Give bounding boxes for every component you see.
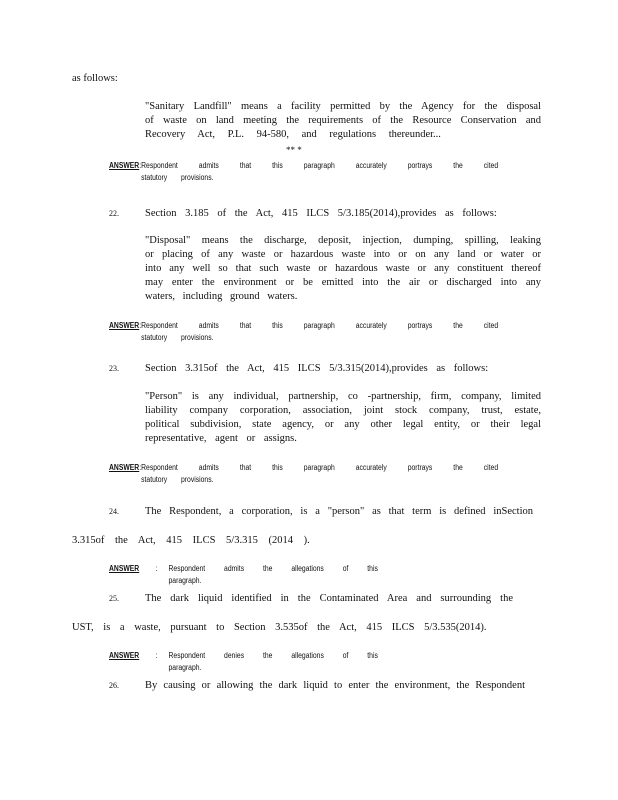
answer-block [109,563,429,587]
quote-line: Recovery Act, P.L. 94-580, and regulations thereunder... [145,129,441,140]
answer-line: Respondent admits that this paragraph accurately portrays the cited [141,463,499,472]
answer-line: statutory provisions. [141,333,214,342]
answer-text [141,160,498,184]
answer-colon: : [155,651,158,660]
quote-line: political subdivision, state agency, or any other legal entity, or their legal [145,419,541,430]
answer-line: statutory provisions. [141,173,214,182]
paragraph-number: 24. [109,507,119,516]
quote-line: liability company corporation, association, joint stock company, trust, estate, [145,405,541,416]
answer-block [109,462,529,486]
quote-line: of waste on land meeting the requirements of the Resource Conservation and [145,115,541,126]
answer-label: ANSWER [109,321,140,330]
answer-text: Respondent admits the allegations of this paragraph. [168,564,378,585]
paragraph-text: Section 3.315of the Act, 415 ILCS 5/3.315(2014),provides as follows: [145,363,489,374]
answer-colon: : [139,161,142,170]
quote-line: "Person" is any individual, partnership, co -partnership, firm, company, limited [145,391,541,402]
quote-disposal [145,234,541,304]
answer-colon: : [155,564,158,573]
quote-line: waters, including ground waters. [145,291,298,302]
intro-text: as follows: [72,73,118,84]
quote-line: into any well so that such waste or hazardous waste or any constituent thereof [145,263,541,274]
answer-line: statutory provisions. [141,475,214,484]
paragraph-text-continued: 3.315of the Act, 415 ILCS 5/3.315 (2014 ). [72,535,310,546]
answer-label: ANSWER [109,161,140,170]
answer-block [109,320,529,344]
paragraph-number: 23. [109,364,119,373]
answer-line: Respondent admits that this paragraph accurately portrays the cited [141,321,499,330]
paragraph-text: Section 3.185 of the Act, 415 ILCS 5/3.185(2014),provides as follows: [145,208,497,219]
quote-line: or placing of any waste or hazardous waste into or on any land or water or [145,249,541,260]
ellipsis-marks: ** * [286,145,302,155]
quote-sanitary-landfill [145,100,541,142]
paragraph-number: 26. [109,681,119,690]
answer-block [109,650,429,674]
answer-text: Respondent denies the allegations of this paragraph. [168,651,378,672]
paragraph-text: The dark liquid identified in the Contaminated Area and surrounding the [145,593,513,604]
answer-label: ANSWER [109,651,140,660]
answer-line: Respondent admits that this paragraph accurately portrays the cited [141,161,499,170]
quote-line: may enter the environment or be emitted into the air or discharged into any [145,277,541,288]
answer-block [109,160,529,184]
paragraph-text: By causing or allowing the dark liquid to enter the environment, the Respondent [145,680,525,691]
answer-text [141,462,498,486]
answer-colon: : [139,321,142,330]
paragraph-text-continued: UST, is a waste, pursuant to Section 3.535of the Act, 415 ILCS 5/3.535(2014). [72,622,487,633]
paragraph-number: 25. [109,594,119,603]
quote-line: "Disposal" means the discharge, deposit, injection, dumping, spilling, leaking [145,235,541,246]
answer-text [141,320,498,344]
answer-colon: : [139,463,142,472]
quote-line: representative, agent or assigns. [145,433,297,444]
quote-person [145,390,541,446]
answer-label: ANSWER [109,463,140,472]
paragraph-number: 22. [109,209,119,218]
paragraph-text: The Respondent, a corporation, is a "person" as that term is defined inSection [145,506,533,517]
answer-label: ANSWER [109,564,140,573]
quote-line: "Sanitary Landfill" means a facility permitted by the Agency for the disposal [145,101,541,112]
